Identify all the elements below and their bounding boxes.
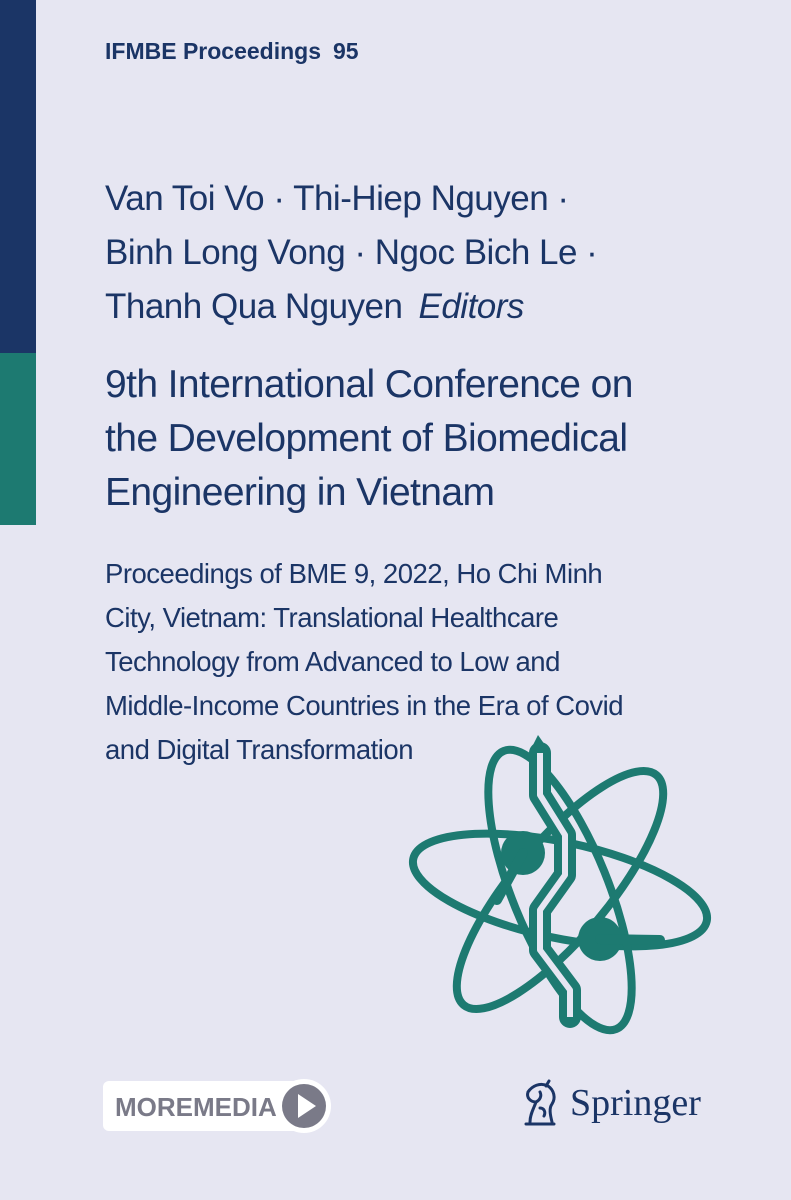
springer-horse-icon [516,1078,564,1128]
moremedia-label: MOREMEDIA [115,1092,277,1122]
series-name: IFMBE Proceedings [105,38,321,64]
spine-band-teal [0,353,36,525]
title-line-3: Engineering in Vietnam [105,471,495,514]
ifmbe-atom-staff-emblem-icon [405,735,725,1035]
subtitle-line-4: Middle-Income Countries in the Era of Covid [105,690,624,721]
editors-block [105,172,597,334]
editors-line-2: Binh Long Vong · Ngoc Bich Le · [105,233,598,272]
editors-role: Editors [418,287,524,326]
moremedia-badge[interactable] [103,1078,333,1134]
subtitle-line-2: City, Vietnam: Translational Healthcare [105,602,559,633]
editors-line-3-names: Thanh Qua Nguyen [105,287,403,326]
subtitle-line-3: Technology from Advanced to Low and [105,646,560,677]
title-line-1: 9th International Conference on [105,363,633,406]
publisher-logo [516,1075,726,1135]
play-icon[interactable] [276,1078,332,1134]
series-volume: 95 [332,38,359,64]
series-title [105,38,359,65]
publisher-name: Springer [570,1082,701,1124]
subtitle-line-1: Proceedings of BME 9, 2022, Ho Chi Minh [105,558,603,589]
editors-line-3 [105,280,597,334]
title-line-2: the Development of Biomedical [105,417,628,460]
spine-band-blue [0,0,36,353]
editors-line-1: Van Toi Vo · Thi-Hiep Nguyen · [105,179,569,218]
book-title [105,358,765,520]
subtitle-line-5: and Digital Transformation [105,734,413,765]
